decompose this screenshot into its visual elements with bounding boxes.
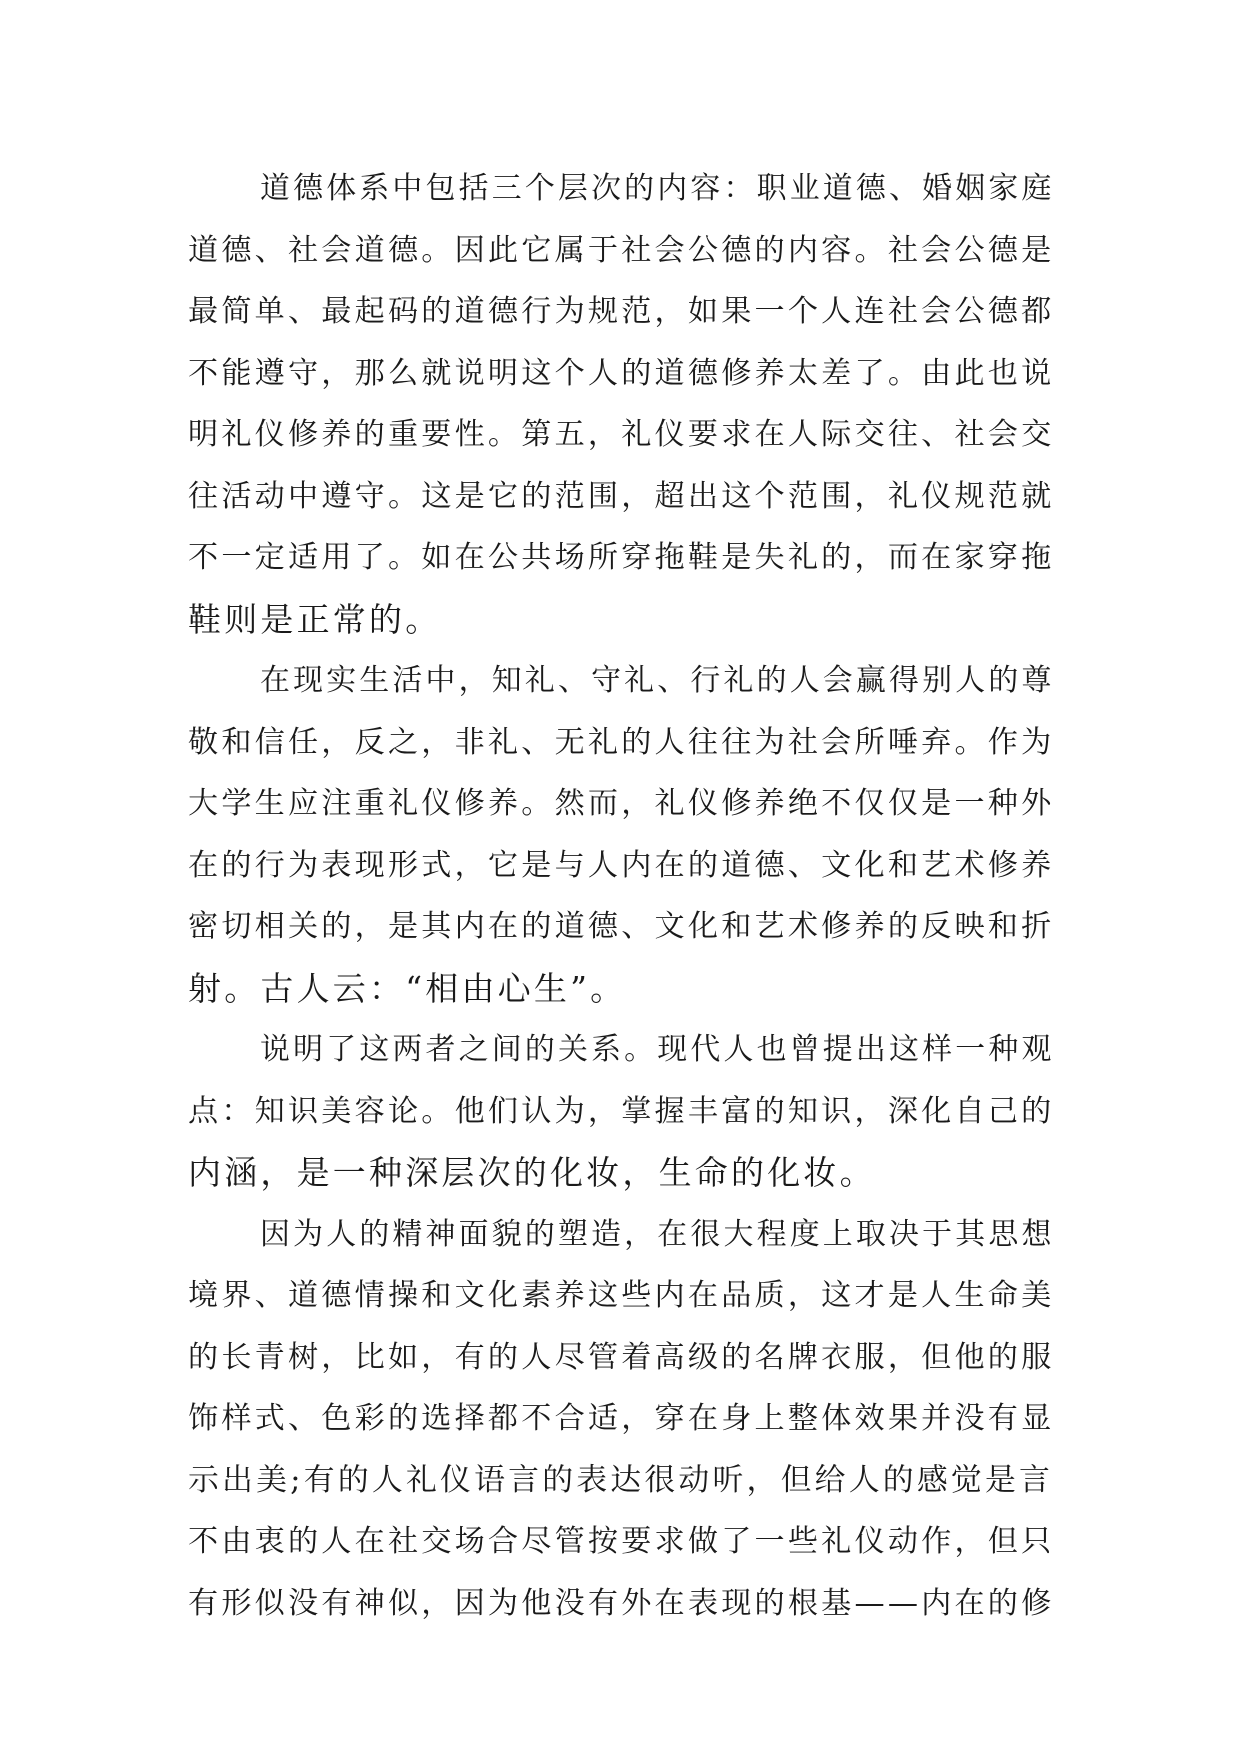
text-line: 不一定适用了。如在公共场所穿拖鞋是失礼的，而在家穿拖 (188, 540, 1055, 575)
text-line: 不能遵守，那么就说明这个人的道德修养太差了。由此也说 (188, 355, 1055, 391)
body-text (188, 158, 1055, 1634)
text-line: 往活动中遵守。这是它的范围，超出这个范围，礼仪规范就 (188, 478, 1055, 514)
text-line: 密切相关的，是其内在的道德、文化和艺术修养的反映和折 (188, 909, 1055, 944)
paragraph-first-line: 说明了这两者之间的关系。现代人也曾提出这样一种观 (260, 1032, 1055, 1067)
text-line: 明礼仪修养的重要性。第五，礼仪要求在人际交往、社会交 (188, 417, 1055, 452)
text-line: 点：知识美容论。他们认为，掌握丰富的知识，深化自己的 (188, 1093, 1055, 1129)
text-line: 饰样式、色彩的选择都不合适，穿在身上整体效果并没有显 (188, 1401, 1055, 1436)
text-line: 境界、道德情操和文化素养这些内在品质，这才是人生命美 (188, 1278, 1055, 1313)
paragraph-first-line: 因为人的精神面貌的塑造，在很大程度上取决于其思想 (260, 1216, 1055, 1252)
text-line: 最简单、最起码的道德行为规范，如果一个人连社会公德都 (188, 294, 1055, 329)
text-line: 示出美;有的人礼仪语言的表达很动听，但给人的感觉是言 (188, 1461, 1054, 1498)
text-line: 敬和信任，反之，非礼、无礼的人往往为社会所唾弃。作为 (188, 724, 1055, 760)
text-line: 在的行为表现形式，它是与人内在的道德、文化和艺术修养 (188, 847, 1055, 883)
text-line: 有形似没有神似，因为他没有外在表现的根基——内在的修 (188, 1585, 1055, 1621)
text-line: 射。古人云：“相由心生”。 (188, 968, 627, 1008)
text-line: 鞋则是正常的。 (188, 599, 442, 639)
text-line: 不由衷的人在社交场合尽管按要求做了一些礼仪动作，但只 (188, 1524, 1055, 1559)
text-line: 道德、社会道德。因此它属于社会公德的内容。社会公德是 (188, 232, 1055, 268)
paragraph-first-line: 在现实生活中，知礼、守礼、行礼的人会赢得别人的尊 (260, 663, 1055, 698)
paragraph-first-line: 道德体系中包括三个层次的内容：职业道德、婚姻家庭 (260, 171, 1055, 206)
text-line: 大学生应注重礼仪修养。然而，礼仪修养绝不仅仅是一种外 (188, 786, 1055, 821)
text-line: 的长青树，比如，有的人尽管着高级的名牌衣服，但他的服 (188, 1339, 1055, 1375)
text-line: 内涵，是一种深层次的化妆，生命的化妆。 (188, 1153, 876, 1192)
